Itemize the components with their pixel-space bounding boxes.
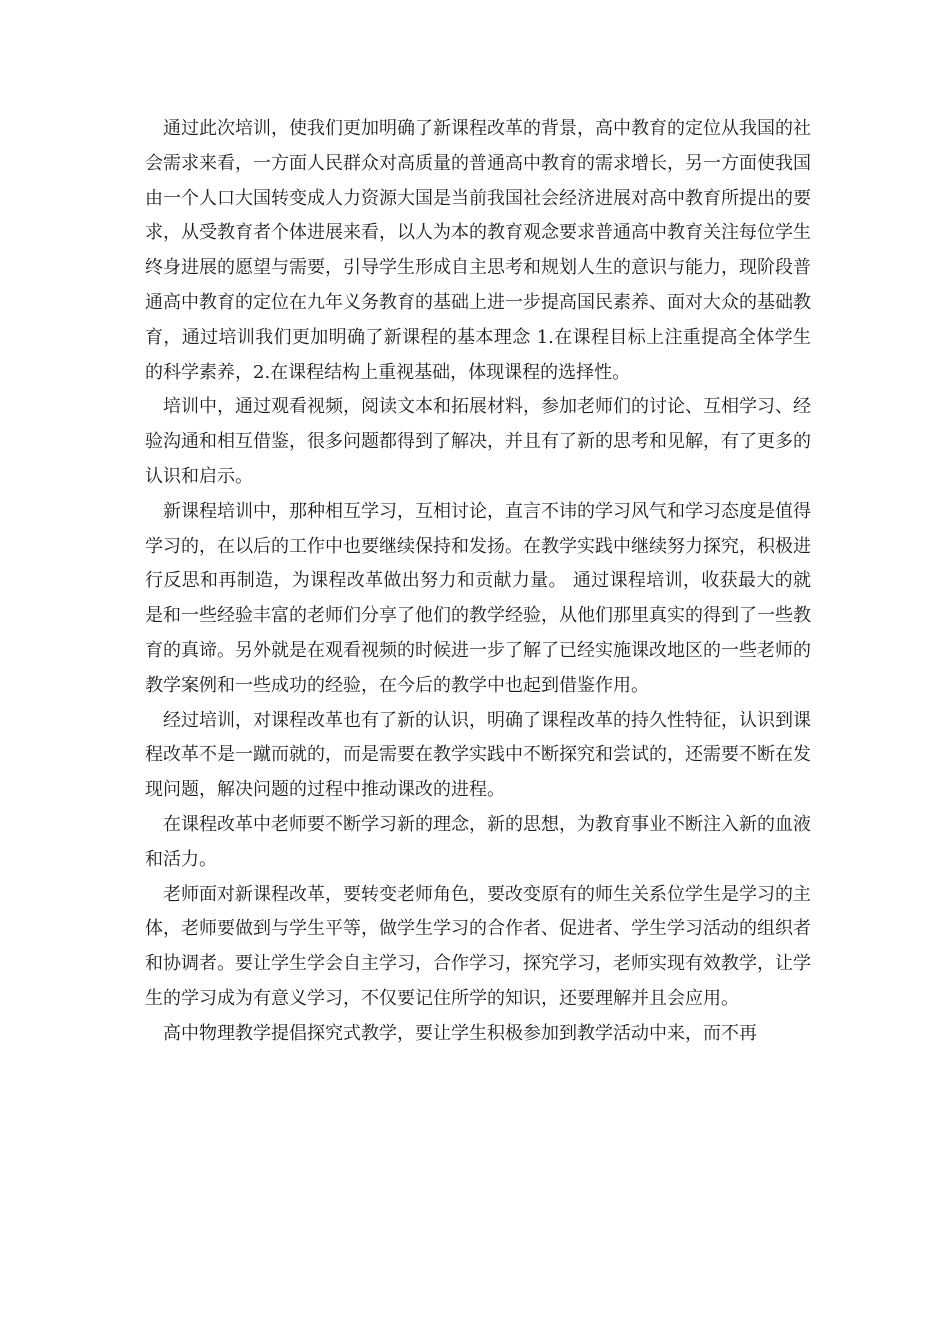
paragraph-7: 高中物理教学提倡探究式教学，要让学生积极参加到教学活动中来，而不再 (163, 1022, 757, 1044)
paragraph-6: 老师面对新课程改革，要转变老师角色，要改变原有的师生关系位学生是学习的主体，老师要做到与学生平等，做学生学习的合作者、促进者、学生学习活动的组织者和协调者。要让学生学会自主学习，合作学习，探究学习，老师实现有效教学，让学生的学习成为有意义学习，不仅要记住所学的知识，还要理解并且会应用。 (145, 883, 811, 1009)
document-body (145, 112, 811, 1052)
paragraph-1: 通过此次培训，使我们更加明确了新课程改革的背景，高中教育的定位从我国的社会需求来看，一方面人民群众对高质量的普通高中教育的需求增长，另一方面使我国由一个人口大国转变成人力资源大国是当前我国社会经济进展对高中教育所提出的要求，从受教育者个体进展来看，以人为本的教育观念要求普通高中教育关注每位学生终身进展的愿望与需要，引导学生形成自主思考和规划人生的意识与能力，现阶段普通高中教育的定位在九年义务教育的基础上进一步提高国民素养、面对大众的基础教育，通过培训我们更加明确了新课程的基本理念 1.在课程目标上注重提高全体学生的科学素养，2.在课程结构上重视基础，体现课程的选择性。 (145, 118, 811, 383)
paragraph-2: 培训中，通过观看视频，阅读文本和拓展材料，参加老师们的讨论、互相学习、经验沟通和相互借鉴，很多问题都得到了解决，并且有了新的思考和见解，有了更多的认识和启示。 (145, 396, 811, 487)
paragraph-3: 新课程培训中，那种相互学习，互相讨论，直言不讳的学习风气和学习态度是值得学习的，在以后的工作中也要继续保持和发扬。在教学实践中继续努力探究，积极进行反思和再制造，为课程改革做出努力和贡献力量。 通过课程培训，收获最大的就是和一些经验丰富的老师们分享了他们的教学经验，从他们那里真实的得到了一些教育的真谛。另外就是在观看视频的时候进一步了解了已经实施课改地区的一些老师的教学案例和一些成功的经验，在今后的教学中也起到借鉴作用。 (145, 500, 811, 696)
paragraph-4: 经过培训，对课程改革也有了新的认识，明确了课程改革的持久性特征，认识到课程改革不是一蹴而就的，而是需要在教学实践中不断探究和尝试的，还需要不断在发现问题，解决问题的过程中推动课改的进程。 (145, 709, 811, 801)
paragraph-5: 在课程改革中老师要不断学习新的理念，新的思想，为教育事业不断注入新的血液和活力。 (145, 813, 811, 870)
